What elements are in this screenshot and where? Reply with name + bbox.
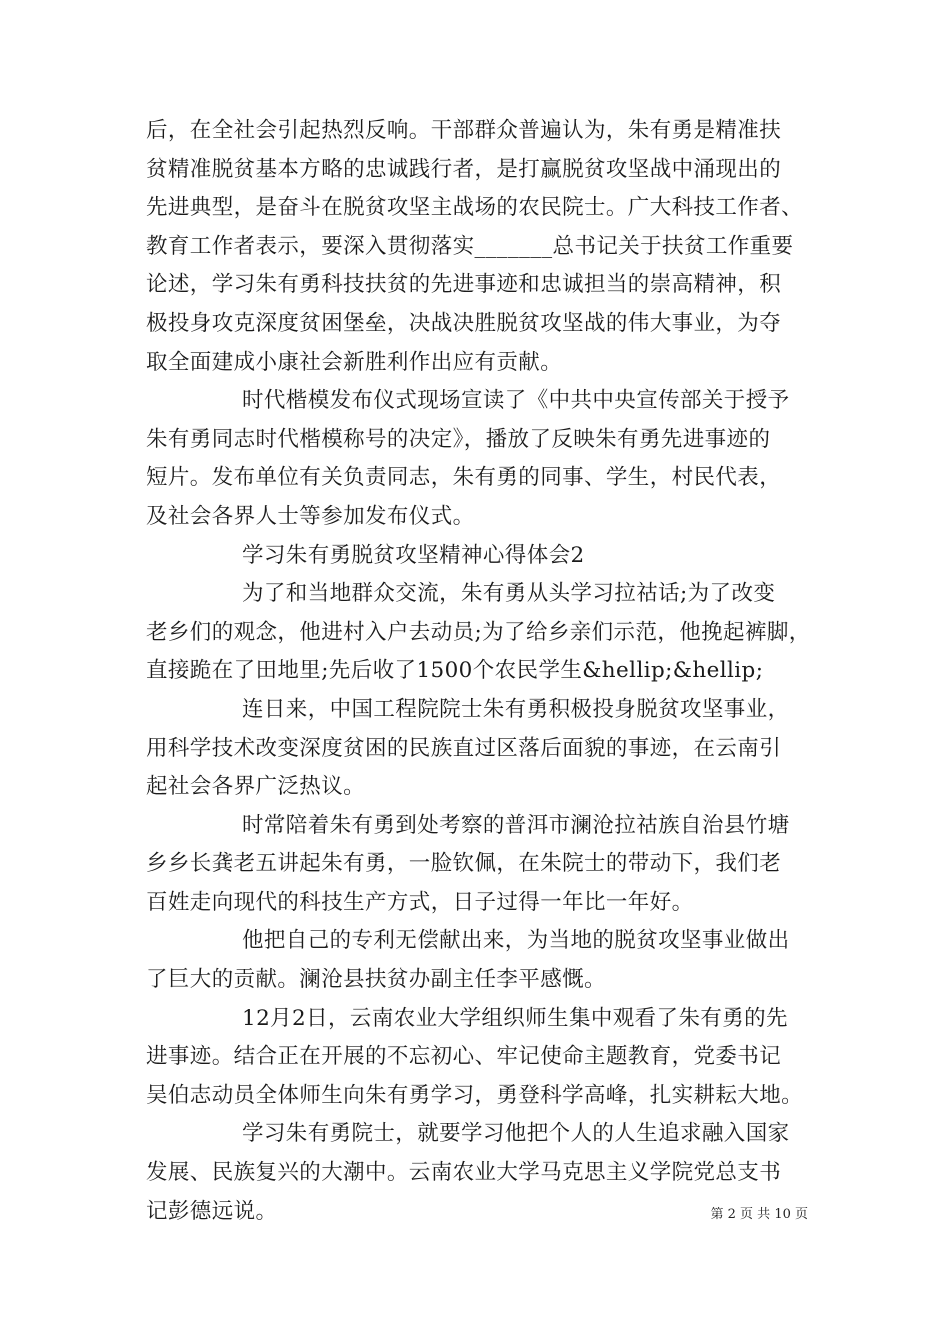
text-line: 进事迹。结合正在开展的不忘初心、牢记使命主题教育，党委书记 xyxy=(146,1044,782,1070)
text-line: 直接跪在了田地里;先后收了1500个农民学生&hellip;&hellip; xyxy=(146,658,764,684)
text-line: 记彭德远说。 xyxy=(146,1198,278,1224)
text-line: 论述，学习朱有勇科技扶贫的先进事迹和忠诚担当的崇高精神，积 xyxy=(146,272,782,298)
text-line: 乡乡长龚老五讲起朱有勇，一脸钦佩，在朱院士的带动下，我们老 xyxy=(146,851,782,877)
text-line: 用科学技术改变深度贫困的民族直过区落后面貌的事迹，在云南引 xyxy=(146,735,782,761)
section-heading: 学习朱有勇脱贫攻坚精神心得体会2 xyxy=(242,542,585,568)
text-line: 吴伯志动员全体师生向朱有勇学习，勇登科学高峰，扎实耕耘大地。 xyxy=(146,1082,804,1108)
text-line: 学习朱有勇院士，就要学习他把个人的人生追求融入国家 xyxy=(242,1121,790,1147)
text-line: 百姓走向现代的科技生产方式，日子过得一年比一年好。 xyxy=(146,889,694,915)
text-line: 朱有勇同志时代楷模称号的决定》，播放了反映朱有勇先进事迹的 xyxy=(146,426,771,452)
text-line: 后，在全社会引起热烈反响。干部群众普遍认为，朱有勇是精准扶 xyxy=(146,118,782,143)
text-line: 了巨大的贡献。澜沧县扶贫办副主任李平感慨。 xyxy=(146,967,606,993)
text-line: 老乡们的观念，他进村入户去动员;为了给乡亲们示范，他挽起裤脚， xyxy=(146,619,811,645)
text-line: 先进典型，是奋斗在脱贫攻坚主战场的农民院士。广大科技工作者、 xyxy=(146,195,804,221)
text-line: 取全面建成小康社会新胜利作出应有贡献。 xyxy=(146,349,563,375)
text-line: 教育工作者表示，要深入贯彻落实_______总书记关于扶贫工作重要 xyxy=(146,233,794,259)
page-number-footer: 第 2 页 共 10 页 xyxy=(710,1207,808,1222)
document-body xyxy=(146,112,810,1231)
text-line: 发展、民族复兴的大潮中。云南农业大学马克思主义学院党总支书 xyxy=(146,1160,782,1186)
text-line: 起社会各界广泛热议。 xyxy=(146,774,366,800)
text-line: 极投身攻克深度贫困堡垒，决战决胜脱贫攻坚战的伟大事业，为夺 xyxy=(146,310,782,336)
text-line: 12月2日，云南农业大学组织师生集中观看了朱有勇的先 xyxy=(242,1005,788,1031)
text-line: 为了和当地群众交流，朱有勇从头学习拉祜话;为了改变 xyxy=(242,581,776,607)
text-line: 贫精准脱贫基本方略的忠诚践行者，是打赢脱贫攻坚战中涌现出的 xyxy=(146,156,782,182)
text-line: 他把自己的专利无偿献出来，为当地的脱贫攻坚事业做出 xyxy=(242,928,790,954)
text-line: 连日来，中国工程院院士朱有勇积极投身脱贫攻坚事业， xyxy=(242,696,790,722)
text-line: 及社会各界人士等参加发布仪式。 xyxy=(146,503,475,529)
text-line: 短片。发布单位有关负责同志，朱有勇的同事、学生，村民代表， xyxy=(146,465,782,491)
text-line: 时常陪着朱有勇到处考察的普洱市澜沧拉祜族自治县竹塘 xyxy=(242,812,790,838)
text-line: 时代楷模发布仪式现场宣读了《中共中央宣传部关于授予 xyxy=(242,388,790,414)
